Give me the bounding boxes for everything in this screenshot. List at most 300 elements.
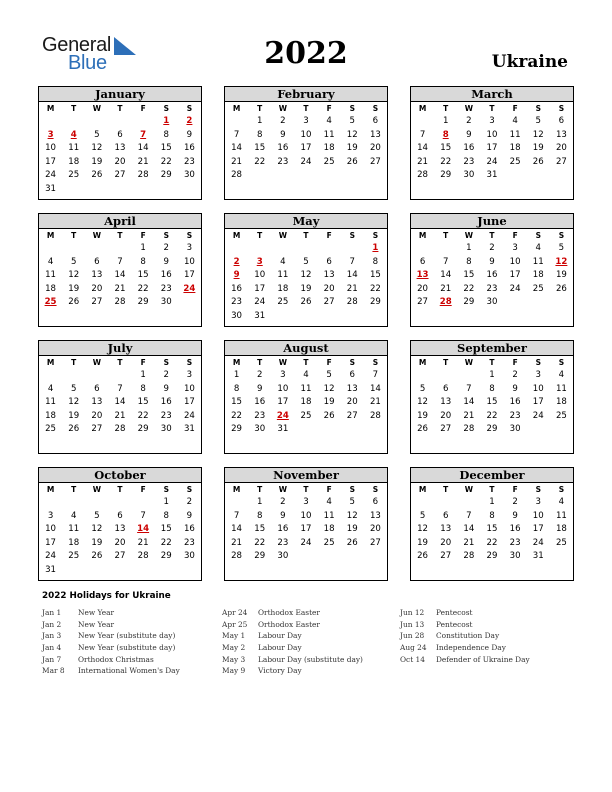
weekday-label: T [71, 231, 77, 240]
day-cell: 26 [323, 410, 335, 421]
day-cell: 9 [280, 510, 286, 521]
day-cell: 12 [417, 397, 429, 408]
weekday-label: T [443, 231, 449, 240]
day-cell: 25 [45, 424, 57, 435]
day-cell: 8 [372, 256, 379, 267]
day-cell: 24 [45, 551, 57, 562]
holiday-date: Apr 25 [222, 619, 248, 629]
weekday-label: T [489, 231, 495, 240]
day-cell: 21 [463, 410, 475, 421]
month-december [410, 467, 574, 581]
weekday-label: F [326, 231, 332, 240]
week-row [411, 383, 573, 397]
day-cell [62, 496, 85, 510]
day-cell: 1 [466, 243, 472, 253]
weekday-label: M [232, 231, 241, 240]
day-cell: 3 [489, 116, 495, 126]
day-cell: 2 [163, 243, 169, 253]
week-row [225, 129, 387, 143]
day-cell: 26 [300, 297, 312, 308]
day-cell [411, 369, 434, 383]
holiday-row [42, 607, 180, 619]
holiday-date: Jun 12 [400, 608, 425, 617]
day-cell: 19 [417, 537, 429, 548]
week-row [225, 242, 387, 256]
month-title: November [225, 468, 387, 483]
day-cell: 4 [303, 370, 309, 380]
day-cell: 28 [463, 424, 475, 435]
country-name: Ukraine [491, 52, 568, 72]
day-cell: 18 [277, 283, 289, 294]
week-row [225, 423, 387, 437]
week-row [39, 550, 201, 564]
week-row [39, 523, 201, 537]
day-cell: 22 [463, 283, 475, 294]
day-cell: 7 [140, 129, 147, 140]
weekday-label: F [140, 358, 146, 367]
day-cell: 21 [114, 283, 126, 294]
holiday-date: Apr 24 [222, 608, 248, 617]
day-cell [62, 564, 85, 578]
day-cell [271, 169, 294, 183]
day-cell: 25 [68, 551, 80, 562]
day-cell: 16 [231, 283, 243, 294]
holiday-name: New Year [78, 608, 115, 617]
day-cell [341, 242, 364, 256]
day-cell: 28 [346, 297, 358, 308]
holiday-date: Oct 14 [400, 654, 425, 664]
day-cell: 24 [183, 410, 195, 421]
day-cell: 14 [346, 270, 358, 281]
day-cell: 13 [346, 383, 358, 394]
day-cell [108, 242, 131, 256]
day-cell: 4 [280, 256, 286, 267]
day-cell: 28 [137, 170, 149, 181]
day-cell: 9 [186, 510, 193, 521]
day-cell: 26 [346, 537, 358, 548]
month-title: August [225, 341, 387, 356]
day-cell: 24 [486, 156, 498, 167]
weekday-label: M [232, 104, 241, 113]
day-cell [271, 310, 294, 324]
day-cell: 21 [137, 156, 149, 167]
day-cell: 2 [466, 116, 472, 126]
day-cell: 4 [326, 116, 332, 126]
day-cell: 18 [45, 410, 57, 421]
day-cell: 29 [160, 551, 172, 562]
holiday-name: Orthodox Easter [258, 619, 320, 629]
week-row [225, 383, 387, 397]
week-row [225, 550, 387, 564]
day-cell: 9 [512, 510, 518, 521]
day-cell: 8 [466, 256, 472, 267]
day-cell [108, 496, 131, 510]
day-cell: 17 [300, 143, 312, 154]
day-cell: 5 [70, 383, 77, 394]
day-cell [294, 310, 317, 324]
weekday-label: T [303, 104, 309, 113]
day-cell: 24 [183, 283, 196, 294]
weekday-header [225, 356, 387, 369]
week-row [411, 510, 573, 524]
day-cell: 6 [442, 383, 449, 394]
day-cell: 15 [160, 524, 172, 535]
day-cell: 25 [555, 410, 567, 421]
week-row [39, 183, 201, 197]
day-cell: 18 [532, 270, 544, 281]
day-cell: 31 [45, 183, 57, 194]
day-cell: 27 [114, 170, 126, 181]
day-cell: 30 [486, 297, 498, 308]
day-cell: 15 [254, 143, 266, 154]
day-cell: 22 [486, 537, 498, 548]
week-row [411, 523, 573, 537]
day-cell: 6 [372, 116, 379, 126]
day-cell: 4 [47, 256, 54, 267]
weekday-label: T [489, 358, 495, 367]
day-cell: 31 [532, 551, 544, 562]
day-cell: 11 [68, 524, 80, 535]
day-cell: 8 [442, 129, 449, 140]
day-cell: 6 [419, 256, 426, 267]
holiday-name: Pentecost [436, 608, 473, 617]
day-cell: 3 [535, 497, 541, 507]
weekday-label: M [418, 231, 427, 240]
weekday-label: S [163, 358, 169, 367]
day-cell [550, 169, 573, 183]
holiday-row [42, 619, 180, 631]
day-cell: 21 [417, 156, 429, 167]
day-cell: 2 [512, 497, 518, 507]
week-row [39, 383, 201, 397]
day-cell: 7 [466, 510, 472, 521]
day-cell: 20 [114, 156, 126, 167]
week-row [39, 410, 201, 424]
holiday-date: Mar 8 [42, 666, 65, 676]
day-cell: 11 [509, 129, 521, 140]
holiday-name: Constitution Day [436, 631, 500, 641]
day-cell: 23 [183, 156, 195, 167]
day-cell: 5 [94, 510, 100, 521]
day-cell [411, 242, 434, 256]
day-cell: 9 [186, 129, 193, 140]
day-cell: 20 [91, 410, 103, 421]
day-cell: 8 [163, 510, 169, 521]
holiday-row [400, 630, 530, 642]
day-cell: 24 [300, 537, 312, 548]
weekday-label: T [303, 231, 309, 240]
day-cell: 18 [45, 283, 57, 294]
day-cell: 18 [555, 524, 567, 535]
holiday-date: Jan 4 [42, 643, 62, 653]
weekday-label: S [163, 485, 169, 494]
week-row [411, 269, 573, 283]
weekday-label: S [349, 104, 355, 113]
day-cell: 2 [233, 256, 240, 267]
day-cell: 21 [231, 156, 243, 167]
weekday-label: M [232, 358, 241, 367]
day-cell: 17 [300, 524, 312, 535]
day-cell: 26 [417, 424, 429, 435]
holiday-date: Jan 2 [42, 619, 62, 629]
day-cell: 24 [45, 170, 57, 181]
holiday-name: Independence Day [436, 643, 506, 653]
holiday-date: May 1 [222, 631, 246, 641]
weekday-label: M [418, 358, 427, 367]
month-title: October [39, 468, 201, 483]
day-cell: 13 [91, 397, 103, 408]
day-cell: 28 [114, 297, 126, 308]
day-cell: 7 [140, 510, 146, 521]
day-cell: 29 [254, 551, 266, 562]
holiday-name: Pentecost [436, 619, 473, 629]
holiday-date: May 9 [222, 666, 246, 676]
day-cell: 1 [489, 370, 495, 380]
week-row [225, 396, 387, 410]
day-cell: 16 [486, 270, 498, 281]
weekday-label: F [512, 485, 518, 494]
day-cell [155, 183, 178, 197]
day-cell: 9 [466, 129, 472, 140]
weekday-label: T [117, 104, 123, 113]
holiday-name: Defender of Ukraine Day [436, 654, 530, 664]
day-cell: 15 [463, 270, 475, 281]
day-cell: 6 [117, 129, 123, 140]
day-cell: 25 [44, 297, 57, 308]
day-cell: 5 [349, 497, 355, 507]
day-cell: 30 [463, 170, 475, 181]
month-title: December [411, 468, 573, 483]
day-cell: 22 [137, 283, 149, 294]
day-cell: 15 [486, 397, 498, 408]
weekday-label: S [535, 485, 541, 494]
day-cell [62, 369, 85, 383]
day-cell: 28 [417, 170, 429, 181]
day-cell: 27 [346, 410, 358, 421]
month-september [410, 340, 574, 454]
holiday-row [42, 665, 180, 677]
day-cell: 14 [463, 524, 475, 535]
day-cell: 9 [280, 129, 286, 140]
day-cell: 11 [323, 129, 335, 140]
month-march [410, 86, 574, 200]
day-cell [434, 369, 457, 383]
holiday-date: Jun 13 [400, 619, 425, 629]
weekday-label: S [558, 231, 565, 240]
week-row [411, 115, 573, 129]
day-cell: 1 [256, 497, 263, 507]
day-cell: 6 [372, 497, 379, 507]
weekday-label: S [558, 104, 565, 113]
day-cell: 16 [277, 143, 289, 154]
day-cell: 28 [137, 551, 149, 562]
day-cell: 17 [486, 143, 498, 154]
week-row [39, 510, 201, 524]
day-cell: 7 [419, 129, 426, 140]
holiday-name: Victory Day [258, 666, 302, 676]
holiday-name: New Year (substitute day) [78, 643, 176, 653]
weekday-label: W [92, 104, 101, 113]
month-title: September [411, 341, 573, 356]
day-cell: 19 [346, 524, 358, 535]
day-cell: 30 [231, 310, 243, 321]
week-row [411, 242, 573, 256]
weekday-label: W [278, 485, 287, 494]
day-cell: 19 [91, 156, 103, 167]
day-cell [225, 496, 248, 510]
week-row [225, 369, 387, 383]
day-cell: 1 [442, 116, 449, 126]
day-cell: 26 [68, 424, 80, 435]
day-cell: 20 [369, 524, 381, 535]
day-cell: 15 [440, 143, 452, 154]
day-cell [62, 242, 85, 256]
day-cell: 12 [68, 397, 80, 408]
day-cell: 31 [183, 424, 195, 435]
day-cell: 7 [349, 256, 355, 267]
day-cell: 6 [117, 510, 123, 521]
day-cell: 9 [512, 383, 518, 394]
day-cell: 23 [254, 410, 266, 421]
day-cell: 15 [486, 524, 498, 535]
day-cell: 30 [277, 551, 289, 562]
day-cell: 10 [254, 270, 266, 281]
day-cell: 17 [254, 283, 266, 294]
day-cell: 15 [231, 397, 243, 408]
weekday-label: S [163, 104, 169, 113]
day-cell: 10 [183, 256, 195, 267]
day-cell: 17 [532, 524, 544, 535]
day-cell: 3 [303, 116, 309, 126]
weekday-label: M [46, 358, 55, 367]
day-cell: 12 [532, 129, 544, 140]
weekday-header [39, 229, 201, 242]
day-cell: 19 [417, 410, 429, 421]
day-cell: 12 [91, 143, 103, 154]
day-cell: 30 [254, 424, 266, 435]
day-cell: 1 [256, 116, 263, 126]
weekday-label: W [464, 485, 473, 494]
weekday-label: W [464, 104, 473, 113]
day-cell: 13 [323, 270, 335, 281]
day-cell [294, 423, 317, 437]
day-cell [550, 550, 573, 564]
day-cell: 14 [463, 397, 475, 408]
day-cell: 25 [532, 283, 544, 294]
day-cell: 30 [160, 424, 172, 435]
day-cell: 22 [160, 156, 172, 167]
day-cell: 17 [45, 537, 57, 548]
day-cell: 28 [114, 424, 126, 435]
day-cell: 21 [440, 283, 452, 294]
day-cell: 27 [323, 297, 335, 308]
weekday-label: S [558, 485, 565, 494]
weekday-header [411, 102, 573, 115]
day-cell: 23 [231, 297, 243, 308]
day-cell: 12 [300, 270, 312, 281]
day-cell: 26 [555, 283, 567, 294]
weekday-label: W [464, 231, 473, 240]
day-cell: 16 [509, 524, 521, 535]
weekday-header [39, 102, 201, 115]
holiday-date: Jun 28 [400, 631, 425, 641]
day-cell [85, 496, 108, 510]
day-cell: 5 [94, 129, 100, 140]
day-cell: 26 [346, 156, 358, 167]
day-cell: 14 [114, 270, 126, 281]
day-cell: 23 [183, 537, 195, 548]
day-cell: 3 [186, 370, 193, 380]
weekday-label: M [46, 231, 55, 240]
weekday-label: W [92, 358, 101, 367]
day-cell: 20 [555, 143, 567, 154]
day-cell: 13 [440, 397, 452, 408]
day-cell: 14 [231, 143, 243, 154]
day-cell: 3 [186, 243, 193, 253]
day-cell: 17 [183, 270, 195, 281]
logo-general-text: General [42, 34, 112, 56]
day-cell: 21 [346, 283, 358, 294]
day-cell: 2 [186, 116, 193, 126]
weekday-label: W [92, 231, 101, 240]
day-cell: 8 [140, 256, 146, 267]
day-cell: 13 [369, 129, 381, 140]
day-cell: 7 [233, 129, 240, 140]
weekday-label: S [372, 485, 379, 494]
day-cell: 29 [160, 170, 172, 181]
day-cell: 18 [323, 524, 335, 535]
day-cell [294, 242, 317, 256]
day-cell: 10 [45, 524, 57, 535]
day-cell: 25 [68, 170, 80, 181]
day-cell [364, 423, 387, 437]
holiday-row [222, 607, 363, 619]
day-cell: 26 [91, 551, 103, 562]
day-cell: 4 [558, 370, 565, 380]
week-row [411, 296, 573, 310]
day-cell: 2 [256, 370, 263, 380]
day-cell: 27 [91, 424, 103, 435]
day-cell: 29 [463, 297, 475, 308]
weekday-label: T [443, 485, 449, 494]
day-cell: 5 [349, 116, 355, 126]
weekday-label: T [489, 485, 495, 494]
day-cell: 18 [300, 397, 312, 408]
day-cell: 24 [532, 410, 544, 421]
weekday-header [411, 483, 573, 496]
day-cell: 18 [555, 397, 567, 408]
holiday-name: International Women's Day [78, 666, 180, 676]
holiday-row [42, 630, 180, 642]
day-cell: 11 [532, 256, 544, 267]
weekday-label: S [535, 104, 541, 113]
day-cell: 2 [163, 370, 169, 380]
week-row [225, 510, 387, 524]
weekday-header [39, 356, 201, 369]
day-cell [318, 550, 341, 564]
day-cell: 26 [532, 156, 544, 167]
day-cell: 9 [489, 256, 495, 267]
weekday-label: F [140, 231, 146, 240]
day-cell: 1 [163, 497, 169, 507]
day-cell: 5 [419, 510, 426, 521]
month-july [38, 340, 202, 454]
weekday-label: T [303, 358, 309, 367]
day-cell [527, 423, 550, 437]
day-cell: 13 [416, 270, 429, 281]
weekday-label: F [326, 104, 332, 113]
weekday-label: T [257, 104, 263, 113]
